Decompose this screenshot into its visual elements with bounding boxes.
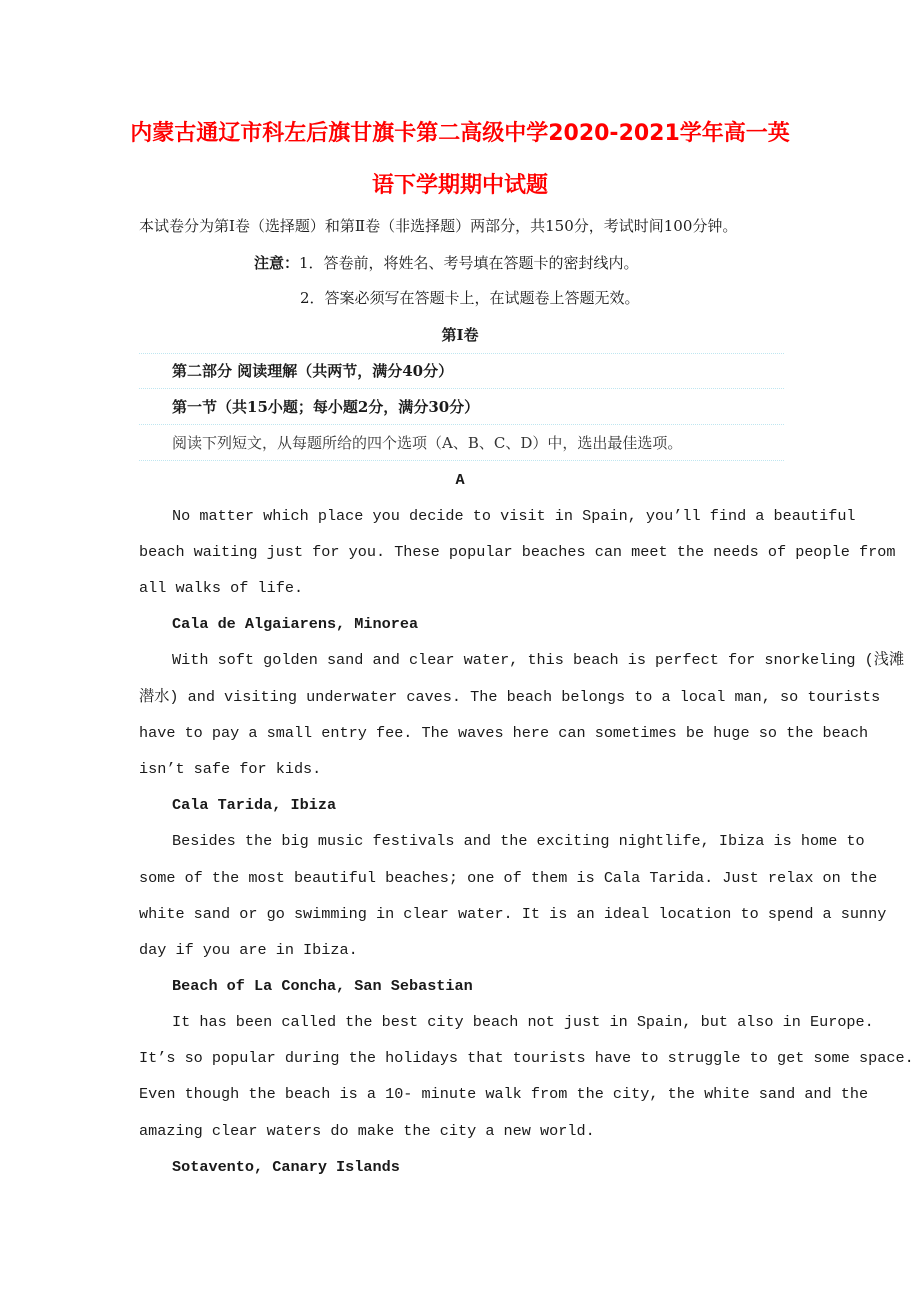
beach-heading: Cala Tarida, Ibiza [172, 796, 337, 814]
notice-1 [254, 253, 639, 273]
paragraph-line: amazing clear waters do make the city a new world. [139, 1122, 595, 1140]
paragraph-line: some of the most beautiful beaches; one of them is Cala Tarida. Just relax on the [139, 869, 878, 887]
beach-heading: Cala de Algaiarens, Minorea [172, 615, 419, 633]
volume-heading: 第Ⅰ卷 [441, 326, 479, 344]
reading-instruction: 阅读下列短文，从每题所给的四个选项（A、B、C、D）中，选出最佳选项。 [172, 434, 683, 452]
beach-heading: Sotavento, Canary Islands [172, 1158, 400, 1176]
document-title-line-1: 内蒙古通辽市科左后旗甘旗卡第二高级中学2020-2021学年高一英 [130, 121, 790, 146]
paragraph-line: 潜水) and visiting underwater caves. The beach belongs to a local man, so tourists [139, 688, 881, 706]
paragraph-line: It’s so popular during the holidays that tourists have to struggle to get some space. [139, 1049, 914, 1067]
part-heading: 第二部分 阅读理解（共两节，满分40分） [172, 362, 454, 380]
paragraph-line: It has been called the best city beach not just in Spain, but also in Europe. [172, 1013, 874, 1031]
section-heading: 第一节（共15小题；每小题2分，满分30分） [172, 398, 480, 416]
paragraph-line: white sand or go swimming in clear water. It is an ideal location to spend a sunny [139, 905, 887, 923]
paragraph-line: Besides the big music festivals and the exciting nightlife, Ibiza is home to [172, 832, 865, 850]
dotted-rule [139, 460, 784, 461]
paragraph-line: With soft golden sand and clear water, this beach is perfect for snorkeling (浅滩 [172, 651, 905, 669]
notice-label: 注意： [254, 254, 300, 272]
dotted-rule [139, 388, 784, 389]
notice-1-text: 1．答卷前，将姓名、考号填在答题卡的密封线内。 [299, 254, 639, 272]
paragraph-line: Even though the beach is a 10- minute walk from the city, the white sand and the [139, 1085, 869, 1103]
paragraph-line: have to pay a small entry fee. The waves here can sometimes be huge so the beach [139, 724, 869, 742]
beach-heading: Beach of La Concha, San Sebastian [172, 977, 473, 995]
dotted-rule [139, 353, 784, 354]
notice-2: 2．答案必须写在答题卡上，在试题卷上答题无效。 [300, 289, 640, 307]
paragraph-line: all walks of life. [139, 579, 304, 597]
passage-label: A [455, 471, 465, 489]
document-title-line-2: 语下学期期中试题 [371, 173, 548, 198]
dotted-rule [139, 424, 784, 425]
paragraph-line: isn’t safe for kids. [139, 760, 322, 778]
paragraph-line: beach waiting just for you. These popular beaches can meet the needs of people from [139, 543, 896, 561]
paragraph-line: day if you are in Ibiza. [139, 941, 358, 959]
exam-intro: 本试卷分为第Ⅰ卷（选择题）和第Ⅱ卷（非选择题）两部分，共150分，考试时间100分钟。 [139, 217, 738, 235]
paragraph-line: No matter which place you decide to visit in Spain, you’ll find a beautiful [172, 507, 856, 525]
